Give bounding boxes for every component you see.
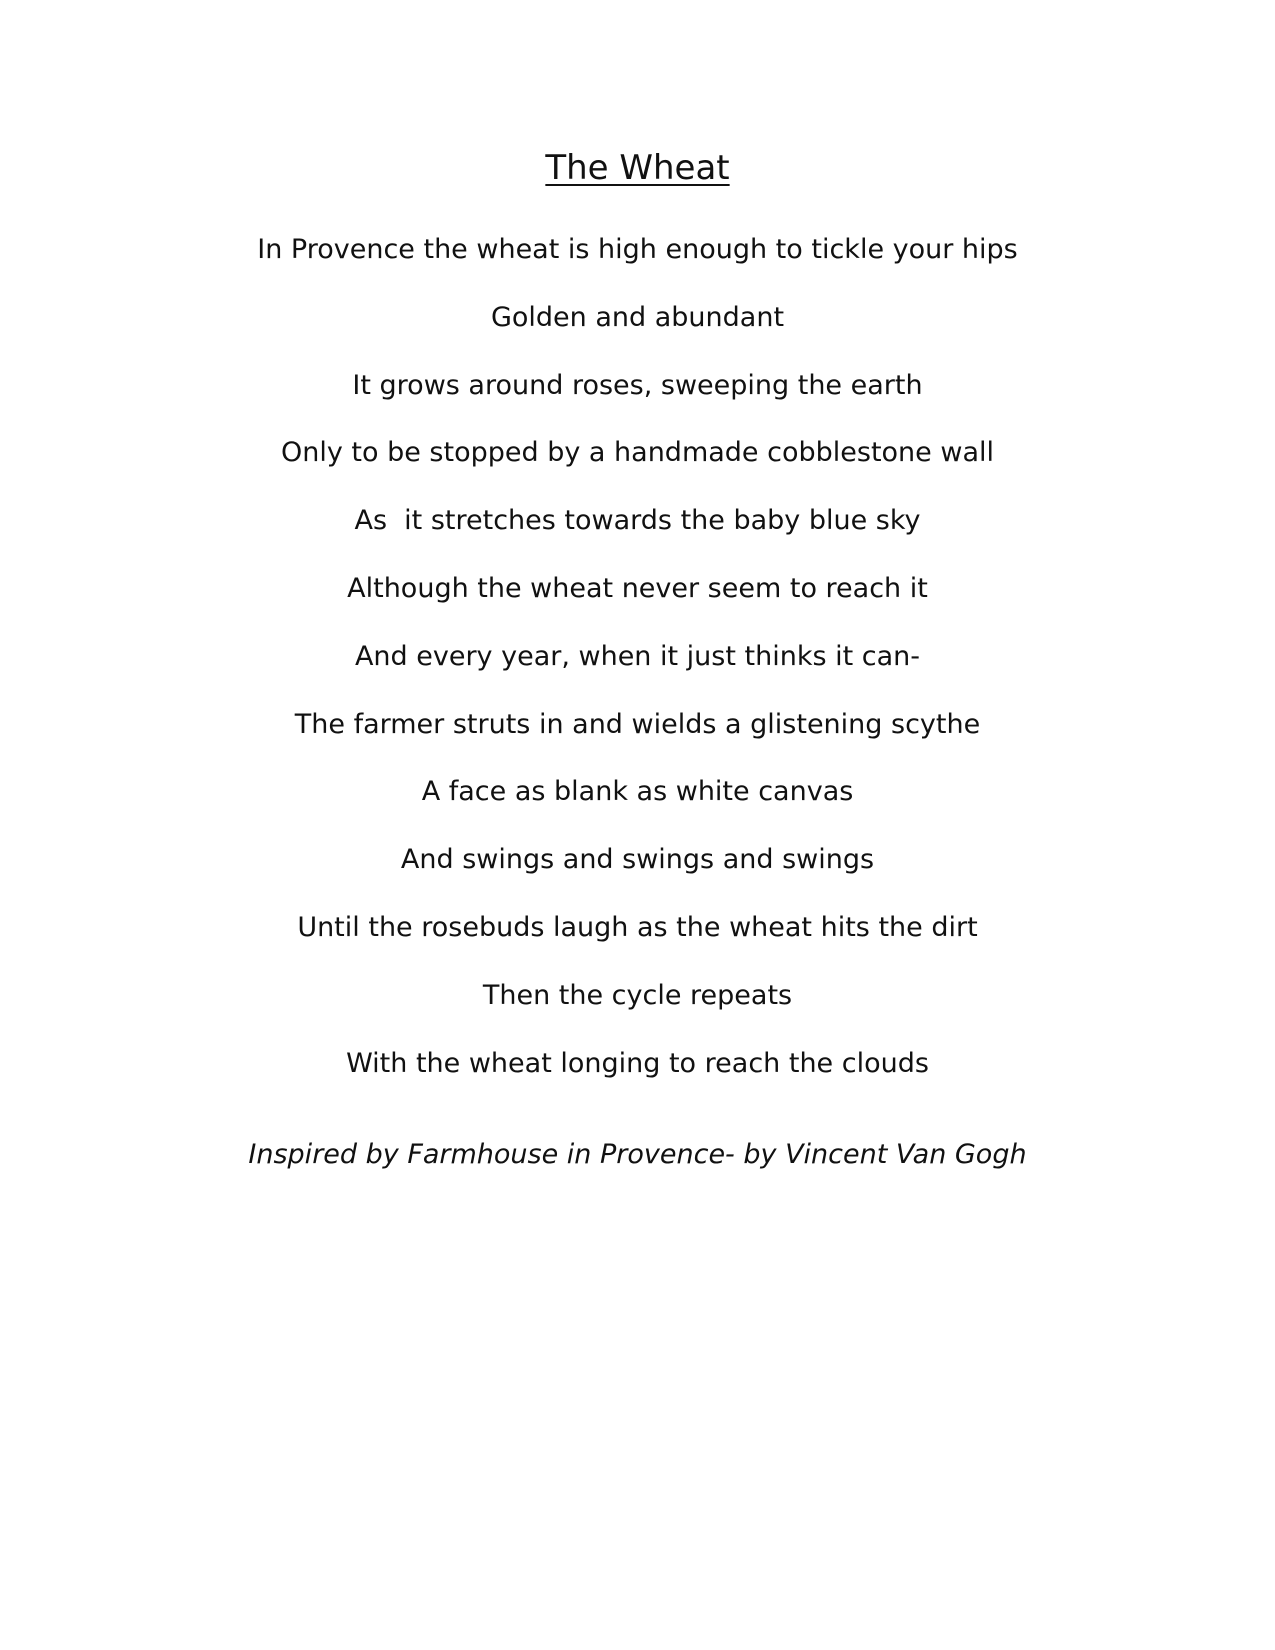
poem-line: Golden and abundant: [490, 301, 785, 333]
poem-line: Then the cycle repeats: [482, 979, 793, 1011]
poem-line: In Provence the wheat is high enough to tickle your hips: [257, 234, 1018, 265]
inspiration-credit: Inspired by Farmhouse in Provence- by Vincent Van Gogh: [248, 1139, 1027, 1170]
poem-line: A face as blank as white canvas: [421, 776, 854, 808]
poem-line: Until the rosebuds laugh as the wheat hits the dirt: [297, 911, 978, 943]
poem-line: And every year, when it just thinks it can-: [354, 640, 921, 672]
poem-line: Only to be stopped by a handmade cobblestone wall: [280, 437, 994, 469]
poem-title: The Wheat: [545, 148, 730, 188]
poem-line: It grows around roses, sweeping the earth: [352, 369, 923, 401]
poem-line: The farmer struts in and wields a glistening scythe: [294, 708, 981, 740]
poem-line: Although the wheat never seem to reach it: [347, 572, 928, 604]
poem-line: With the wheat longing to reach the clouds: [346, 1047, 929, 1079]
poem-line: As it stretches towards the baby blue sky: [354, 505, 921, 537]
poem-body: [0, 232, 1275, 1113]
poem-line: And swings and swings and swings: [400, 844, 875, 876]
